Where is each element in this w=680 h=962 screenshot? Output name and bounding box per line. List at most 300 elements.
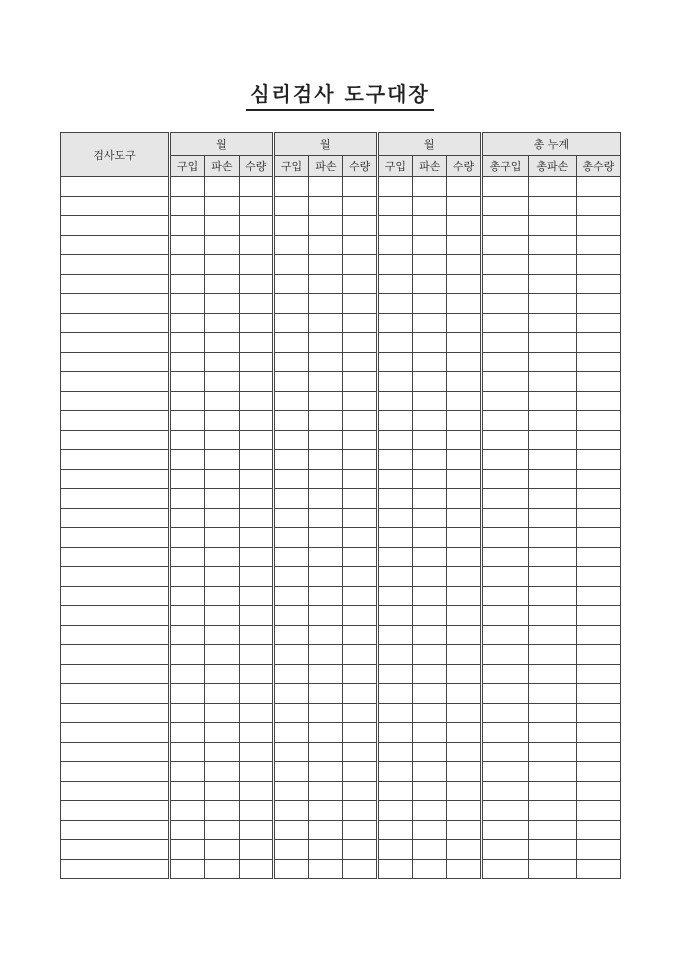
value-cell[interactable]: [205, 450, 239, 470]
item-cell[interactable]: [61, 372, 170, 392]
item-cell[interactable]: [61, 255, 170, 275]
value-cell[interactable]: [447, 333, 481, 353]
value-cell[interactable]: [343, 684, 377, 704]
value-cell[interactable]: [169, 547, 204, 567]
value-cell[interactable]: [239, 801, 273, 821]
value-cell[interactable]: [169, 255, 204, 275]
value-cell[interactable]: [481, 333, 528, 353]
value-cell[interactable]: [377, 742, 412, 762]
value-cell[interactable]: [529, 567, 576, 587]
value-cell[interactable]: [169, 469, 204, 489]
value-cell[interactable]: [377, 411, 412, 431]
value-cell[interactable]: [377, 255, 412, 275]
value-cell[interactable]: [576, 684, 620, 704]
value-cell[interactable]: [377, 606, 412, 626]
value-cell[interactable]: [447, 177, 481, 197]
item-cell[interactable]: [61, 391, 170, 411]
item-cell[interactable]: [61, 274, 170, 294]
value-cell[interactable]: [309, 547, 343, 567]
value-cell[interactable]: [239, 430, 273, 450]
value-cell[interactable]: [205, 742, 239, 762]
value-cell[interactable]: [205, 723, 239, 743]
value-cell[interactable]: [377, 645, 412, 665]
value-cell[interactable]: [377, 489, 412, 509]
value-cell[interactable]: [413, 508, 447, 528]
value-cell[interactable]: [377, 177, 412, 197]
value-cell[interactable]: [273, 586, 308, 606]
value-cell[interactable]: [343, 430, 377, 450]
value-cell[interactable]: [481, 430, 528, 450]
value-cell[interactable]: [343, 255, 377, 275]
value-cell[interactable]: [529, 684, 576, 704]
value-cell[interactable]: [239, 391, 273, 411]
value-cell[interactable]: [273, 216, 308, 236]
value-cell[interactable]: [205, 528, 239, 548]
value-cell[interactable]: [576, 255, 620, 275]
value-cell[interactable]: [576, 274, 620, 294]
value-cell[interactable]: [529, 333, 576, 353]
item-cell[interactable]: [61, 177, 170, 197]
value-cell[interactable]: [529, 352, 576, 372]
value-cell[interactable]: [273, 723, 308, 743]
value-cell[interactable]: [413, 216, 447, 236]
value-cell[interactable]: [273, 489, 308, 509]
value-cell[interactable]: [169, 196, 204, 216]
item-cell[interactable]: [61, 528, 170, 548]
value-cell[interactable]: [413, 450, 447, 470]
value-cell[interactable]: [309, 352, 343, 372]
value-cell[interactable]: [413, 781, 447, 801]
value-cell[interactable]: [447, 450, 481, 470]
value-cell[interactable]: [481, 508, 528, 528]
item-cell[interactable]: [61, 216, 170, 236]
value-cell[interactable]: [447, 742, 481, 762]
value-cell[interactable]: [273, 391, 308, 411]
value-cell[interactable]: [413, 801, 447, 821]
value-cell[interactable]: [239, 508, 273, 528]
value-cell[interactable]: [309, 703, 343, 723]
value-cell[interactable]: [343, 703, 377, 723]
value-cell[interactable]: [205, 391, 239, 411]
value-cell[interactable]: [481, 255, 528, 275]
value-cell[interactable]: [309, 840, 343, 860]
value-cell[interactable]: [413, 313, 447, 333]
value-cell[interactable]: [169, 313, 204, 333]
value-cell[interactable]: [447, 391, 481, 411]
value-cell[interactable]: [205, 508, 239, 528]
value-cell[interactable]: [529, 801, 576, 821]
value-cell[interactable]: [447, 255, 481, 275]
value-cell[interactable]: [309, 742, 343, 762]
item-cell[interactable]: [61, 430, 170, 450]
value-cell[interactable]: [205, 216, 239, 236]
value-cell[interactable]: [309, 372, 343, 392]
value-cell[interactable]: [529, 625, 576, 645]
item-cell[interactable]: [61, 684, 170, 704]
value-cell[interactable]: [413, 664, 447, 684]
value-cell[interactable]: [481, 567, 528, 587]
value-cell[interactable]: [481, 450, 528, 470]
value-cell[interactable]: [576, 625, 620, 645]
value-cell[interactable]: [481, 820, 528, 840]
value-cell[interactable]: [239, 606, 273, 626]
item-cell[interactable]: [61, 723, 170, 743]
value-cell[interactable]: [169, 528, 204, 548]
value-cell[interactable]: [529, 196, 576, 216]
value-cell[interactable]: [413, 489, 447, 509]
value-cell[interactable]: [205, 177, 239, 197]
value-cell[interactable]: [529, 430, 576, 450]
value-cell[interactable]: [343, 781, 377, 801]
value-cell[interactable]: [169, 684, 204, 704]
value-cell[interactable]: [309, 430, 343, 450]
value-cell[interactable]: [309, 645, 343, 665]
value-cell[interactable]: [205, 703, 239, 723]
item-cell[interactable]: [61, 196, 170, 216]
item-cell[interactable]: [61, 567, 170, 587]
value-cell[interactable]: [239, 333, 273, 353]
value-cell[interactable]: [273, 762, 308, 782]
value-cell[interactable]: [413, 469, 447, 489]
value-cell[interactable]: [447, 801, 481, 821]
value-cell[interactable]: [273, 547, 308, 567]
value-cell[interactable]: [377, 567, 412, 587]
value-cell[interactable]: [576, 411, 620, 431]
value-cell[interactable]: [343, 859, 377, 879]
value-cell[interactable]: [205, 411, 239, 431]
value-cell[interactable]: [576, 391, 620, 411]
value-cell[interactable]: [481, 391, 528, 411]
value-cell[interactable]: [447, 859, 481, 879]
value-cell[interactable]: [576, 606, 620, 626]
value-cell[interactable]: [169, 430, 204, 450]
item-cell[interactable]: [61, 840, 170, 860]
value-cell[interactable]: [481, 664, 528, 684]
value-cell[interactable]: [576, 859, 620, 879]
value-cell[interactable]: [169, 859, 204, 879]
value-cell[interactable]: [309, 528, 343, 548]
value-cell[interactable]: [169, 606, 204, 626]
value-cell[interactable]: [239, 820, 273, 840]
value-cell[interactable]: [576, 489, 620, 509]
value-cell[interactable]: [169, 645, 204, 665]
value-cell[interactable]: [205, 567, 239, 587]
value-cell[interactable]: [377, 528, 412, 548]
value-cell[interactable]: [169, 372, 204, 392]
value-cell[interactable]: [309, 333, 343, 353]
value-cell[interactable]: [529, 274, 576, 294]
value-cell[interactable]: [447, 567, 481, 587]
value-cell[interactable]: [273, 664, 308, 684]
value-cell[interactable]: [205, 313, 239, 333]
value-cell[interactable]: [481, 645, 528, 665]
value-cell[interactable]: [273, 645, 308, 665]
value-cell[interactable]: [343, 177, 377, 197]
value-cell[interactable]: [239, 294, 273, 314]
value-cell[interactable]: [529, 528, 576, 548]
value-cell[interactable]: [273, 859, 308, 879]
value-cell[interactable]: [169, 294, 204, 314]
value-cell[interactable]: [205, 684, 239, 704]
value-cell[interactable]: [309, 235, 343, 255]
value-cell[interactable]: [169, 801, 204, 821]
value-cell[interactable]: [169, 762, 204, 782]
value-cell[interactable]: [447, 489, 481, 509]
value-cell[interactable]: [447, 411, 481, 431]
item-cell[interactable]: [61, 294, 170, 314]
value-cell[interactable]: [481, 372, 528, 392]
item-cell[interactable]: [61, 664, 170, 684]
value-cell[interactable]: [481, 196, 528, 216]
value-cell[interactable]: [343, 586, 377, 606]
value-cell[interactable]: [343, 294, 377, 314]
value-cell[interactable]: [169, 450, 204, 470]
value-cell[interactable]: [413, 294, 447, 314]
value-cell[interactable]: [576, 508, 620, 528]
value-cell[interactable]: [576, 313, 620, 333]
value-cell[interactable]: [239, 450, 273, 470]
value-cell[interactable]: [343, 664, 377, 684]
value-cell[interactable]: [447, 313, 481, 333]
item-cell[interactable]: [61, 762, 170, 782]
item-cell[interactable]: [61, 742, 170, 762]
value-cell[interactable]: [309, 411, 343, 431]
value-cell[interactable]: [273, 801, 308, 821]
value-cell[interactable]: [273, 352, 308, 372]
value-cell[interactable]: [273, 567, 308, 587]
value-cell[interactable]: [576, 177, 620, 197]
value-cell[interactable]: [481, 762, 528, 782]
value-cell[interactable]: [576, 469, 620, 489]
value-cell[interactable]: [205, 547, 239, 567]
value-cell[interactable]: [576, 450, 620, 470]
value-cell[interactable]: [205, 781, 239, 801]
value-cell[interactable]: [343, 547, 377, 567]
value-cell[interactable]: [377, 703, 412, 723]
value-cell[interactable]: [343, 723, 377, 743]
value-cell[interactable]: [413, 742, 447, 762]
value-cell[interactable]: [447, 840, 481, 860]
value-cell[interactable]: [343, 762, 377, 782]
item-cell[interactable]: [61, 645, 170, 665]
value-cell[interactable]: [343, 411, 377, 431]
value-cell[interactable]: [481, 235, 528, 255]
value-cell[interactable]: [239, 625, 273, 645]
value-cell[interactable]: [343, 216, 377, 236]
value-cell[interactable]: [377, 196, 412, 216]
value-cell[interactable]: [413, 372, 447, 392]
value-cell[interactable]: [377, 391, 412, 411]
value-cell[interactable]: [529, 820, 576, 840]
value-cell[interactable]: [205, 372, 239, 392]
value-cell[interactable]: [413, 391, 447, 411]
value-cell[interactable]: [447, 547, 481, 567]
value-cell[interactable]: [169, 781, 204, 801]
value-cell[interactable]: [239, 742, 273, 762]
value-cell[interactable]: [576, 567, 620, 587]
value-cell[interactable]: [239, 352, 273, 372]
value-cell[interactable]: [205, 586, 239, 606]
value-cell[interactable]: [309, 313, 343, 333]
value-cell[interactable]: [169, 177, 204, 197]
value-cell[interactable]: [169, 567, 204, 587]
value-cell[interactable]: [205, 294, 239, 314]
value-cell[interactable]: [377, 333, 412, 353]
value-cell[interactable]: [273, 469, 308, 489]
value-cell[interactable]: [309, 508, 343, 528]
item-cell[interactable]: [61, 235, 170, 255]
value-cell[interactable]: [447, 781, 481, 801]
value-cell[interactable]: [239, 840, 273, 860]
value-cell[interactable]: [273, 235, 308, 255]
item-cell[interactable]: [61, 489, 170, 509]
value-cell[interactable]: [309, 255, 343, 275]
value-cell[interactable]: [377, 352, 412, 372]
value-cell[interactable]: [273, 313, 308, 333]
value-cell[interactable]: [481, 547, 528, 567]
value-cell[interactable]: [309, 762, 343, 782]
value-cell[interactable]: [239, 547, 273, 567]
value-cell[interactable]: [413, 586, 447, 606]
value-cell[interactable]: [377, 216, 412, 236]
item-cell[interactable]: [61, 625, 170, 645]
value-cell[interactable]: [239, 216, 273, 236]
value-cell[interactable]: [169, 625, 204, 645]
value-cell[interactable]: [481, 859, 528, 879]
value-cell[interactable]: [413, 606, 447, 626]
value-cell[interactable]: [529, 489, 576, 509]
value-cell[interactable]: [576, 528, 620, 548]
value-cell[interactable]: [273, 450, 308, 470]
value-cell[interactable]: [377, 801, 412, 821]
value-cell[interactable]: [413, 235, 447, 255]
value-cell[interactable]: [169, 664, 204, 684]
value-cell[interactable]: [169, 352, 204, 372]
value-cell[interactable]: [309, 625, 343, 645]
value-cell[interactable]: [481, 528, 528, 548]
item-cell[interactable]: [61, 606, 170, 626]
item-cell[interactable]: [61, 352, 170, 372]
value-cell[interactable]: [205, 274, 239, 294]
value-cell[interactable]: [169, 508, 204, 528]
value-cell[interactable]: [447, 723, 481, 743]
value-cell[interactable]: [239, 235, 273, 255]
value-cell[interactable]: [239, 196, 273, 216]
value-cell[interactable]: [447, 586, 481, 606]
value-cell[interactable]: [273, 411, 308, 431]
value-cell[interactable]: [309, 216, 343, 236]
value-cell[interactable]: [576, 586, 620, 606]
value-cell[interactable]: [413, 723, 447, 743]
value-cell[interactable]: [447, 294, 481, 314]
value-cell[interactable]: [205, 235, 239, 255]
value-cell[interactable]: [377, 469, 412, 489]
value-cell[interactable]: [343, 840, 377, 860]
value-cell[interactable]: [413, 840, 447, 860]
value-cell[interactable]: [377, 313, 412, 333]
value-cell[interactable]: [481, 586, 528, 606]
value-cell[interactable]: [447, 196, 481, 216]
value-cell[interactable]: [343, 313, 377, 333]
value-cell[interactable]: [343, 391, 377, 411]
value-cell[interactable]: [481, 606, 528, 626]
value-cell[interactable]: [413, 274, 447, 294]
value-cell[interactable]: [309, 723, 343, 743]
value-cell[interactable]: [576, 372, 620, 392]
value-cell[interactable]: [273, 274, 308, 294]
value-cell[interactable]: [377, 840, 412, 860]
value-cell[interactable]: [205, 430, 239, 450]
value-cell[interactable]: [576, 801, 620, 821]
value-cell[interactable]: [413, 762, 447, 782]
value-cell[interactable]: [205, 801, 239, 821]
value-cell[interactable]: [273, 840, 308, 860]
value-cell[interactable]: [239, 781, 273, 801]
value-cell[interactable]: [481, 313, 528, 333]
value-cell[interactable]: [481, 469, 528, 489]
value-cell[interactable]: [413, 820, 447, 840]
value-cell[interactable]: [413, 333, 447, 353]
value-cell[interactable]: [447, 235, 481, 255]
value-cell[interactable]: [239, 411, 273, 431]
value-cell[interactable]: [377, 781, 412, 801]
item-cell[interactable]: [61, 801, 170, 821]
value-cell[interactable]: [481, 489, 528, 509]
value-cell[interactable]: [343, 801, 377, 821]
item-cell[interactable]: [61, 508, 170, 528]
value-cell[interactable]: [413, 645, 447, 665]
value-cell[interactable]: [205, 333, 239, 353]
value-cell[interactable]: [481, 703, 528, 723]
value-cell[interactable]: [239, 567, 273, 587]
value-cell[interactable]: [481, 625, 528, 645]
value-cell[interactable]: [447, 684, 481, 704]
value-cell[interactable]: [169, 703, 204, 723]
value-cell[interactable]: [309, 489, 343, 509]
value-cell[interactable]: [205, 352, 239, 372]
value-cell[interactable]: [169, 820, 204, 840]
value-cell[interactable]: [309, 469, 343, 489]
value-cell[interactable]: [273, 606, 308, 626]
item-cell[interactable]: [61, 333, 170, 353]
value-cell[interactable]: [576, 196, 620, 216]
value-cell[interactable]: [343, 742, 377, 762]
value-cell[interactable]: [413, 177, 447, 197]
value-cell[interactable]: [481, 781, 528, 801]
value-cell[interactable]: [413, 625, 447, 645]
value-cell[interactable]: [529, 177, 576, 197]
value-cell[interactable]: [343, 450, 377, 470]
value-cell[interactable]: [309, 196, 343, 216]
value-cell[interactable]: [239, 723, 273, 743]
value-cell[interactable]: [529, 645, 576, 665]
value-cell[interactable]: [239, 469, 273, 489]
value-cell[interactable]: [529, 606, 576, 626]
value-cell[interactable]: [529, 547, 576, 567]
value-cell[interactable]: [529, 313, 576, 333]
value-cell[interactable]: [413, 352, 447, 372]
value-cell[interactable]: [447, 274, 481, 294]
value-cell[interactable]: [413, 255, 447, 275]
value-cell[interactable]: [413, 859, 447, 879]
value-cell[interactable]: [343, 820, 377, 840]
value-cell[interactable]: [377, 820, 412, 840]
value-cell[interactable]: [169, 489, 204, 509]
value-cell[interactable]: [309, 684, 343, 704]
value-cell[interactable]: [309, 859, 343, 879]
value-cell[interactable]: [481, 411, 528, 431]
item-cell[interactable]: [61, 586, 170, 606]
